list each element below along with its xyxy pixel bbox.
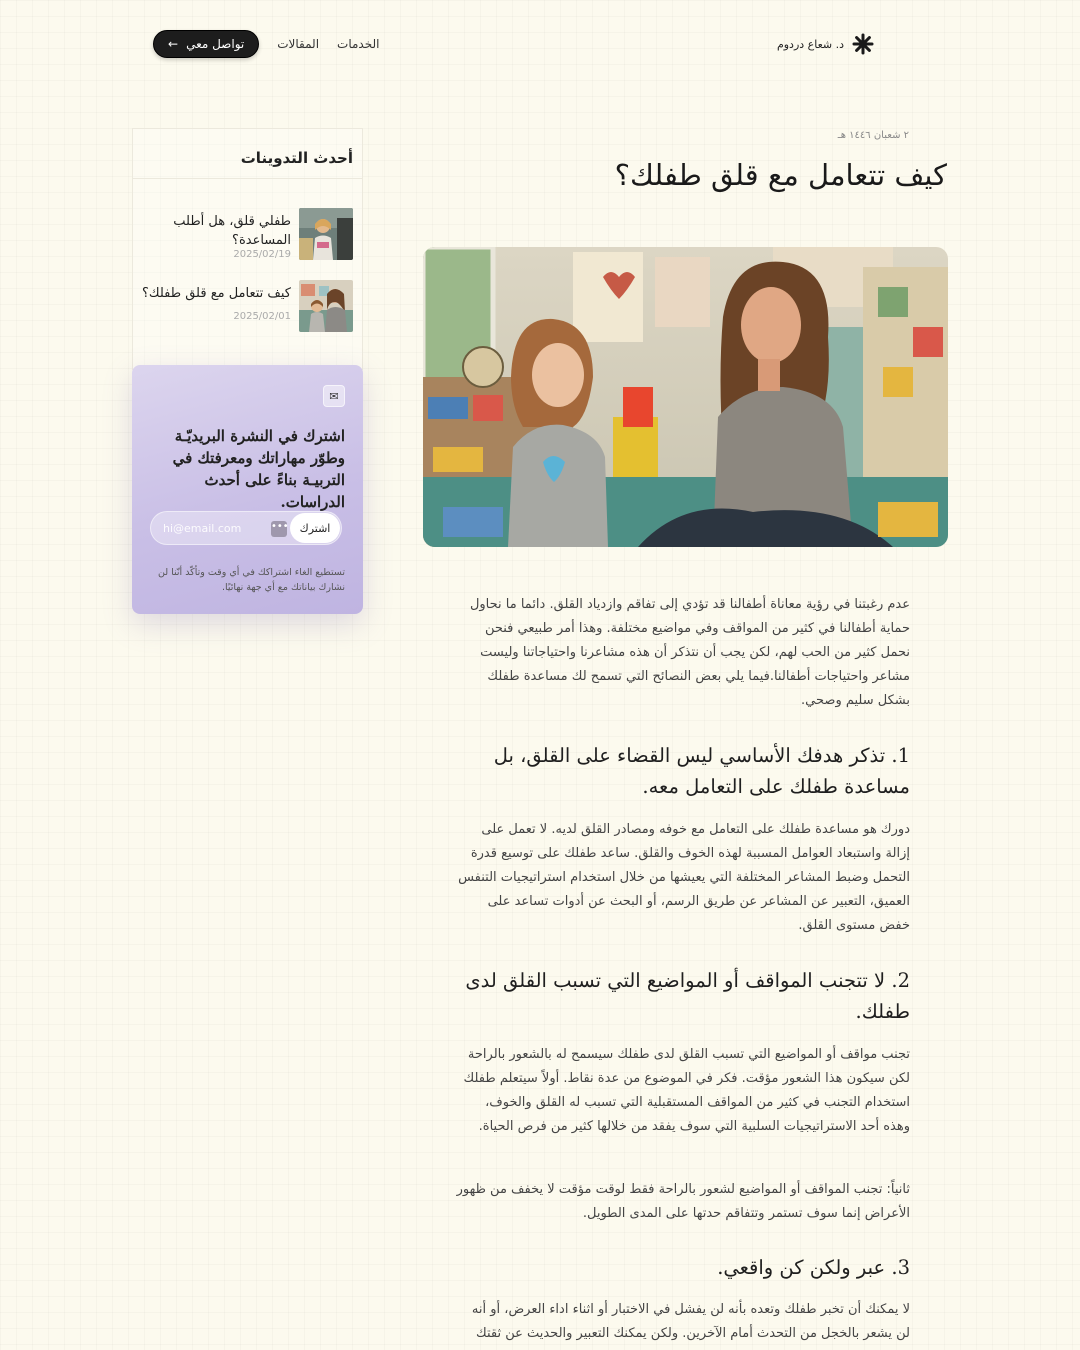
section-heading: 1. تذكر هدفك الأساسي ليس القضاء على القلق، بل مساعدة طفلك على التعامل معه. — [493, 744, 910, 798]
divider — [133, 178, 362, 179]
newsletter-note: تستطيع الغاء اشتراكك في أي وقت وتأكّد أنّنا لن نشارك بياناتك مع أي جهة نهائيًا. — [157, 567, 345, 593]
section-heading: 2. لا تتجنب المواقف أو المواضيع التي تسبب القلق لدى طفلك. — [465, 969, 910, 1023]
recent-posts-panel — [132, 128, 363, 370]
article-intro: عدم رغبتنا في رؤية معاناة أطفالنا قد تؤدي إلى تفاقم وازدياد القلق. دائما ما نحاول حماية أطفالنا في كثير من المواقف وفي مواضيع مختلفة. وهذا أمر طبيعي فنحن نحمل كثير من الحب لهم، لكن يجب أن نتذكر أن هذه مشاعرنا واحتياجاتنا وليست مشاعر واحتياجات أطفالنا.فيما يلي بعض النصائح التي تسمح لك مساعدة طفلك بشكل سليم وصحي. — [469, 597, 910, 708]
arrow-left-icon: ← — [168, 37, 179, 51]
newsletter-card — [132, 365, 363, 614]
main-nav — [153, 30, 379, 58]
asterisk-logo-icon — [852, 33, 874, 55]
subscribe-button[interactable]: اشترك — [290, 513, 340, 543]
recent-post-item[interactable] — [141, 208, 353, 262]
section-paragraph: تجنب مواقف أو المواضيع التي تسبب القلق لدى طفلك سيسمح له بالشعور بالراحة لكن سيكون هذا الشعور مؤقت. فكر في الموضوع من عدة نقاط. أولاً سيتعلم طفلك استخدام التجنب في كثير من المواقف المستقبلية التي تسبب له القلق والخوف، وهذه أحد الاستراتيجيات السلبية التي سوف يفقد من خلالها كثير من فرص الحياة. — [463, 1047, 910, 1134]
article-title: كيف تتعامل مع قلق طفلك؟ — [614, 158, 947, 192]
site-logo[interactable] — [777, 33, 874, 55]
contact-label: تواصل معي — [186, 37, 245, 51]
post-date: 2025/02/01 — [233, 311, 291, 322]
site-header — [0, 0, 1080, 90]
post-thumbnail[interactable] — [299, 208, 353, 260]
envelope-icon: ✉ — [323, 385, 345, 407]
recent-post-item[interactable] — [141, 280, 353, 334]
article-date: ٢ شعبان ١٤٤٦ هـ — [837, 130, 909, 141]
nav-link-articles[interactable]: المقالات — [277, 37, 320, 51]
hero-image — [423, 247, 948, 547]
section-paragraph: ثانياً: تجنب المواقف أو المواضيع لشعور بالراحة فقط لوقت مؤقت لا يخفف من ظهور الأعراض إنما سوف تستمر وتتفاقم حدتها على المدى الطويل. — [456, 1182, 910, 1221]
section-heading: 3. عبر ولكن كن واقعي. — [717, 1256, 910, 1279]
newsletter-form — [150, 511, 342, 545]
more-dots-icon: ••• — [271, 521, 287, 537]
post-date: 2025/02/19 — [233, 249, 291, 260]
email-input[interactable] — [163, 520, 263, 536]
section-paragraph: لا يمكنك أن تخبر طفلك وتعده بأنه لن يفشل في الاختبار أو اثناء اداء العرض، أو أنه لن يشعر بالخجل من التحدث أمام الآخرين. ولكن يمكنك التعبير والحديث عن ثقتك — [471, 1302, 910, 1341]
newsletter-heading: اشترك في النشرة البريديّـة وطوّر مهاراتك ومعرفتك في التربيـة بناءً على أحدث الدراسات. — [172, 427, 345, 511]
post-thumbnail[interactable] — [299, 280, 353, 332]
recent-posts-title: أحدث التدوينات — [240, 149, 353, 167]
section-paragraph: دورك هو مساعدة طفلك على التعامل مع خوفه ومصادر القلق لديه. لا تعمل على إزالة واستبعاد العوامل المسببة لهذه الخوف والقلق. ساعد طفلك على توسيع قدرة التحمل وضبط المشاعر المختلفة التي يعيشها من خلال استخدام استراتيجيات التنفس العميق، التعبير عن المشاعر عن طريق الرسم، أو البحث عن أدوات تساعد على خفض مستوى القلق. — [458, 822, 910, 933]
nav-link-services[interactable]: الخدمات — [337, 37, 380, 51]
post-title[interactable]: كيف تتعامل مع قلق طفلك؟ — [141, 286, 291, 301]
contact-button[interactable] — [153, 30, 259, 58]
logo-text: د. شعاع دردوم — [776, 37, 844, 51]
post-title[interactable]: طفلي قلق، هل أطلب المساعدة؟ — [173, 214, 291, 248]
